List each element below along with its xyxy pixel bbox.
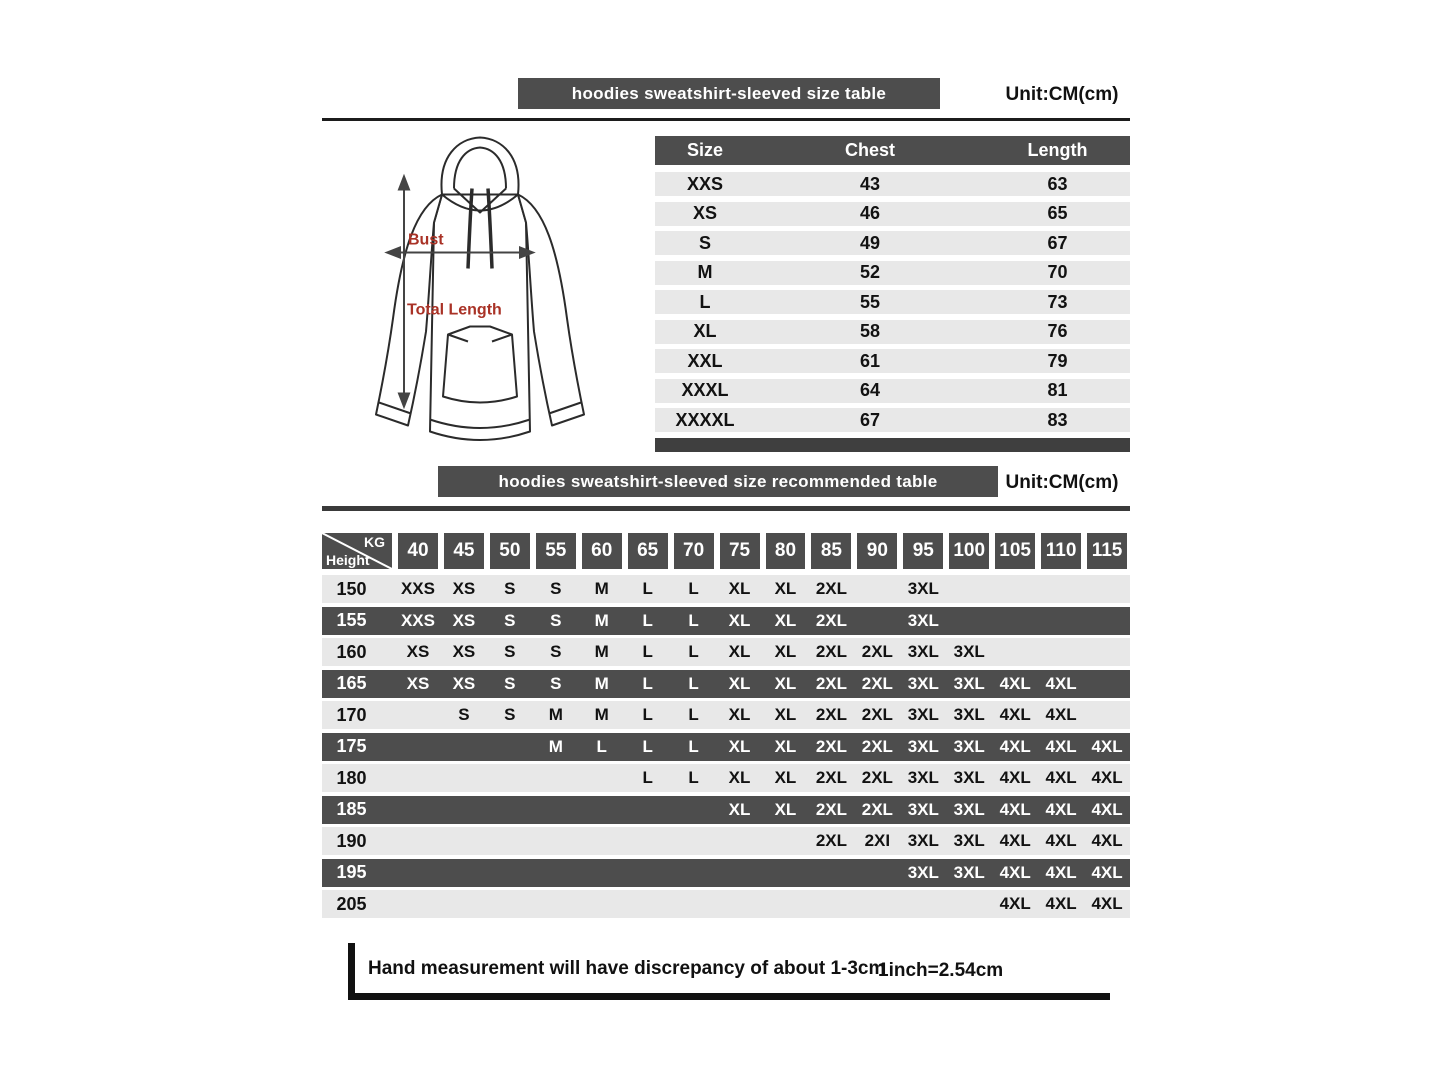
size-table-cell: 43 [859, 173, 881, 194]
size-cell: 3XL [953, 642, 985, 661]
size-cell: XL [728, 705, 751, 724]
height-row-label: 185 [336, 799, 367, 819]
height-row-label: 150 [336, 578, 367, 599]
size-cell: XS [452, 579, 476, 598]
size-table-cell: S [698, 232, 711, 253]
size-cell: L [642, 579, 653, 598]
size-cell: 4XL [999, 894, 1031, 913]
size-cell: XL [774, 642, 797, 661]
size-table-cell: 64 [859, 380, 881, 400]
size-cell: 4XL [1091, 862, 1123, 882]
size-cell: 4XL [1045, 673, 1077, 693]
size-cell: M [548, 705, 563, 724]
size-cell: L [642, 705, 653, 724]
size-table-cell: 63 [1047, 173, 1068, 194]
recommended-size-table [322, 533, 1130, 922]
size-cell: XL [728, 799, 751, 819]
weight-header-90: 90 [857, 533, 897, 569]
size-table-row [655, 408, 1130, 432]
size-table-header-size: Size [686, 140, 724, 160]
weight-header-105: 105 [995, 533, 1035, 569]
height-row-label: 205 [336, 893, 367, 914]
height-corner-label: Height [326, 552, 370, 568]
size-cell: XL [728, 610, 751, 630]
size-cell: 4XL [999, 768, 1031, 787]
size-cell: M [548, 736, 563, 756]
size-cell: 4XL [1091, 831, 1123, 850]
weight-header-100: 100 [949, 533, 989, 569]
size-cell: 4XL [999, 736, 1031, 756]
size-cell: XS [452, 610, 476, 630]
hoodie-outline-icon [330, 124, 630, 464]
weight-header-85: 85 [811, 533, 851, 569]
size-table-cell: 61 [859, 350, 881, 371]
size-cell: L [688, 673, 699, 693]
weight-header-75: 75 [720, 533, 760, 569]
size-table-cell: 49 [859, 232, 881, 253]
size-cell: 2XL [815, 642, 847, 661]
recommended-row-170 [322, 701, 1130, 729]
size-cell: 4XL [999, 799, 1031, 819]
size-cell: 4XL [999, 705, 1031, 724]
size-table-row [655, 172, 1130, 196]
size-table-cell: 67 [1047, 232, 1068, 253]
weight-header-45: 45 [444, 533, 484, 569]
recommended-row-165 [322, 670, 1130, 698]
measurement-discrepancy-note: Hand measurement will have discrepancy of about 1-3cm [368, 958, 886, 979]
size-table-cell: XL [693, 321, 717, 341]
size-table-cell: 55 [859, 291, 881, 312]
weight-header-55: 55 [536, 533, 576, 569]
recommended-row-175 [322, 733, 1130, 761]
height-row-label: 160 [336, 641, 367, 662]
size-table-row [655, 349, 1130, 373]
size-table-header-length: Length [1027, 140, 1088, 160]
size-table-unit: Unit:CM(cm) [1005, 84, 1119, 105]
size-cell: 3XL [953, 799, 985, 819]
size-cell: M [594, 579, 609, 598]
size-cell: 4XL [1091, 894, 1123, 913]
size-cell: L [688, 768, 699, 787]
recommended-table-unit: Unit:CM(cm) [1005, 472, 1119, 493]
size-cell: 3XL [907, 768, 939, 787]
kg-height-corner-cell [322, 533, 392, 569]
size-cell: 4XL [1091, 799, 1123, 819]
size-cell: XL [728, 736, 751, 756]
size-table-cell: XXXXL [675, 409, 735, 430]
size-cell: L [688, 736, 699, 756]
size-cell: 3XL [953, 831, 985, 850]
size-table [655, 136, 1130, 452]
size-table-title: hoodies sweatshirt-sleeved size table [518, 78, 940, 109]
weight-header-80: 80 [766, 533, 806, 569]
size-table-cell: XXXL [681, 380, 729, 400]
size-cell: L [642, 642, 653, 661]
recommended-row-150 [322, 575, 1130, 603]
divider-line-thin [322, 118, 1130, 121]
recommended-row-205 [322, 890, 1130, 918]
size-cell: 2XL [815, 579, 847, 598]
size-cell: 2XL [861, 642, 893, 661]
size-cell: 3XL [907, 673, 939, 693]
size-cell: 4XL [999, 862, 1031, 882]
size-cell: L [688, 610, 699, 630]
size-table-row [655, 202, 1130, 226]
size-table-row [655, 231, 1130, 255]
size-cell: L [642, 673, 653, 693]
size-cell: 3XL [907, 799, 939, 819]
size-table-header-chest: Chest [844, 140, 895, 160]
height-row-label: 175 [336, 736, 367, 756]
recommended-table-body [322, 575, 1130, 918]
size-cell: XL [728, 673, 751, 693]
size-table-header-row [655, 136, 1130, 165]
size-table-cell: XS [692, 203, 717, 223]
size-cell: XL [774, 736, 797, 756]
height-row-label: 190 [336, 830, 367, 851]
size-cell: L [642, 610, 653, 630]
size-cell: 3XL [907, 862, 939, 882]
hoodie-diagram [330, 124, 630, 464]
size-table-cell: 46 [859, 203, 881, 223]
size-cell: 2XL [861, 768, 893, 787]
recommended-row-180 [322, 764, 1130, 792]
size-cell: XL [728, 579, 751, 598]
size-table-cell: 73 [1047, 291, 1068, 312]
height-row-label: 180 [336, 767, 367, 788]
recommended-table-title: hoodies sweatshirt-sleeved size recommended table [438, 466, 998, 497]
size-cell: M [594, 610, 609, 630]
size-cell: XL [774, 799, 797, 819]
size-cell: 3XL [907, 579, 939, 598]
size-cell: 2XL [861, 799, 893, 819]
recommended-row-160 [322, 638, 1130, 666]
size-cell: S [504, 673, 516, 693]
size-table-cell: 79 [1047, 350, 1068, 371]
weight-header-65: 65 [628, 533, 668, 569]
recommended-header-row [322, 533, 1130, 569]
size-cell: 3XL [907, 736, 939, 756]
size-cell: 2XL [815, 705, 847, 724]
size-cell: 3XL [907, 610, 939, 630]
size-cell: S [504, 610, 516, 630]
size-cell: 2XL [815, 799, 847, 819]
size-cell: 4XL [999, 831, 1031, 850]
size-cell: S [504, 642, 516, 661]
size-cell: XXS [400, 579, 435, 598]
size-cell: M [594, 705, 609, 724]
size-cell: 3XL [907, 705, 939, 724]
footer-bottom-bar [348, 993, 1110, 1000]
size-cell: 3XL [953, 736, 985, 756]
size-table-cell: XXS [686, 173, 724, 194]
size-table-cell: 58 [859, 321, 881, 341]
total-length-label: Total Length [407, 301, 502, 319]
size-cell: 4XL [999, 673, 1031, 693]
size-table-row [655, 290, 1130, 314]
height-row-label: 165 [336, 673, 367, 693]
size-cell: XL [774, 610, 797, 630]
kg-corner-label: KG [364, 534, 385, 550]
size-cell: XS [406, 642, 430, 661]
size-table-bottom-bar [655, 438, 1130, 452]
size-cell: 4XL [1045, 894, 1077, 913]
size-cell: 3XL [953, 862, 985, 882]
recommended-row-185 [322, 796, 1130, 824]
bust-label: Bust [408, 231, 444, 249]
size-cell: XL [774, 705, 797, 724]
weight-header-95: 95 [903, 533, 943, 569]
recommended-row-190 [322, 827, 1130, 855]
size-cell: XL [728, 768, 751, 787]
footer-left-bar [348, 943, 355, 1000]
size-cell: XL [774, 768, 797, 787]
size-table-body [655, 172, 1130, 432]
size-cell: 4XL [1045, 768, 1077, 787]
size-cell: S [550, 610, 562, 630]
size-cell: 3XL [907, 642, 939, 661]
size-cell: S [504, 705, 516, 724]
size-cell: 4XL [1045, 705, 1077, 724]
size-table-row [655, 261, 1130, 285]
size-cell: XL [728, 642, 751, 661]
recommended-row-155 [322, 607, 1130, 635]
size-cell: 4XL [1091, 768, 1123, 787]
size-cell: L [642, 736, 653, 756]
size-cell: 2XL [861, 705, 893, 724]
size-cell: M [594, 642, 609, 661]
size-cell: 4XL [1045, 831, 1077, 850]
size-cell: 2XL [861, 736, 893, 756]
size-table-cell: 83 [1047, 409, 1068, 430]
height-row-label: 195 [336, 862, 367, 882]
size-cell: 2XL [815, 673, 847, 693]
size-cell: L [596, 736, 607, 756]
size-table-cell: 76 [1047, 321, 1068, 341]
size-cell: XXS [400, 610, 435, 630]
size-table-cell: M [697, 262, 713, 282]
size-table-cell: 81 [1047, 380, 1068, 400]
size-cell: S [504, 579, 516, 598]
size-cell: 2XL [815, 610, 847, 630]
size-cell: XL [774, 673, 797, 693]
height-row-label: 170 [336, 704, 367, 725]
size-table-cell: 70 [1047, 262, 1068, 282]
size-table-cell: 67 [859, 409, 881, 430]
size-cell: L [688, 642, 699, 661]
size-table-row [655, 320, 1130, 344]
divider-line-thick [322, 506, 1130, 511]
size-cell: S [550, 579, 562, 598]
size-cell: S [550, 673, 562, 693]
weight-header-115: 115 [1087, 533, 1127, 569]
size-cell: 3XL [953, 705, 985, 724]
weight-header-50: 50 [490, 533, 530, 569]
size-cell: 2XI [864, 831, 891, 850]
size-cell: 4XL [1045, 862, 1077, 882]
size-cell: S [550, 642, 562, 661]
size-cell: L [688, 579, 699, 598]
size-table-cell: 65 [1047, 203, 1068, 223]
weight-header-70: 70 [674, 533, 714, 569]
size-cell: M [594, 673, 609, 693]
height-row-label: 155 [336, 610, 367, 630]
weight-header-110: 110 [1041, 533, 1081, 569]
size-cell: 2XL [861, 673, 893, 693]
size-cell: XS [406, 673, 430, 693]
size-cell: 4XL [1045, 799, 1077, 819]
size-cell: XS [452, 673, 476, 693]
size-cell: L [642, 768, 653, 787]
size-cell: 2XL [815, 768, 847, 787]
weight-header-40: 40 [398, 533, 438, 569]
size-cell: XS [452, 642, 476, 661]
size-cell: XL [774, 579, 797, 598]
size-table-row [655, 379, 1130, 403]
size-cell: 3XL [953, 673, 985, 693]
size-cell: S [458, 705, 470, 724]
size-cell: 2XL [815, 736, 847, 756]
recommended-row-195 [322, 859, 1130, 887]
size-cell: 3XL [907, 831, 939, 850]
size-cell: 3XL [953, 768, 985, 787]
inch-conversion-note: 1inch=2.54cm [878, 960, 1004, 981]
size-cell: L [688, 705, 699, 724]
size-cell: 4XL [1091, 736, 1123, 756]
size-table-cell: 52 [859, 262, 881, 282]
size-table-cell: L [699, 291, 711, 312]
size-cell: 4XL [1045, 736, 1077, 756]
size-table-cell: XXL [687, 350, 723, 371]
size-cell: 2XL [815, 831, 847, 850]
weight-header-60: 60 [582, 533, 622, 569]
